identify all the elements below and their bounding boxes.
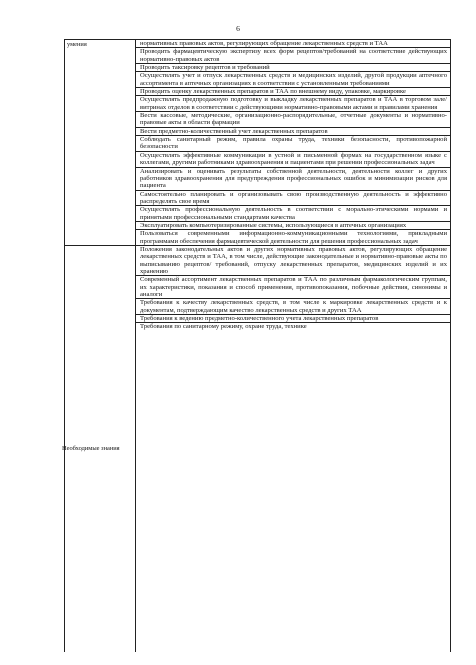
table-row: Осуществлять учет и отпуск лекарственных средств и медицинских изделий, другой продукции аптечного ассортимента в аптечных организациях в соответствии с установленными требованиями (136, 72, 450, 88)
table-row: Вести предметно-количественный учет лекарственных препаратов (136, 128, 450, 136)
table-row: Соблюдать санитарный режим, правила охраны труда, техники безопасности, противопожарной безопасности (136, 136, 450, 152)
table-row: нормативных правовых актов, регулирующих обращение лекарственных средств и ТАА (136, 40, 450, 48)
table-row: Положения законодательных актов и других нормативных правовых актов, регулирующих обращение лекарственных средств и ТАА, в том числе, действующие законодательные и нормативно-правовые акты по выписыванию рецептов/ требований, отпуску лекарственных препаратов, медицинских изделий и их хранению (136, 246, 450, 276)
table-row: Эксплуатировать компьютеризированные системы, использующиеся в аптечных организациях (136, 222, 450, 230)
table-row: Проводить таксировку рецептов и требований (136, 64, 450, 72)
table-row: Современный ассортимент лекарственных препаратов и ТАА по различным фармакологическим группам, их характеристики, показания и способ применения, противопоказания, побочные действия, синонимы и аналоги (136, 276, 450, 299)
table-row: Требования по санитарному режиму, охране труда, технике (140, 323, 307, 331)
page-number: 6 (236, 24, 240, 33)
section-divider (65, 245, 135, 246)
table-row: Пользоваться современными информационно-коммуникационными технологиями, прикладными программами обеспечения фармацевтической деятельности для решения профессиональных задач (136, 230, 450, 246)
table-row: Осуществлять эффективные коммуникации в устной и письменной формах на государственном языке с коллегами, другими работниками здравоохранения и пациентами при решении профессиональных задач (136, 152, 450, 168)
table-row: Анализировать и оценивать результаты собственной деятельности, деятельности коллег и других работников здравоохранения для предупреждения профессиональных ошибок и минимизации рисков для пациента (136, 168, 450, 191)
table-row: Вести кассовые, методические, организационно-распорядительные, отчетные документы и нормативно-правовые акты в области фармации (136, 112, 450, 128)
table-row: Осуществлять профессиональную деятельность в соответствии с морально-этическими нормами и принятыми профессиональными стандартами качества (136, 206, 450, 222)
table-rows (136, 40, 450, 331)
competency-table (64, 39, 451, 652)
table-row: Проводить фармацевтическую экспертизу всех форм рецептов/требований на соответствие действующих нормативно-правовых актов (136, 48, 450, 64)
table-row: Осуществлять предпродажную подготовку и выкладку лекарственных препаратов и ТАА в торговом зале/витринах отделов в соответствии с действующими нормативно-правовыми актами и правилами хранения (136, 96, 450, 112)
table-row: Требования к качеству лекарственных средств, в том числе к маркировке лекарственных средств и к документам, подтверждающим качество лекарственных средств и других ТАА (136, 299, 450, 315)
table-row: Требования к ведению предметно-количественного учета лекарственных препаратов (136, 315, 450, 323)
section-label-knowledge: Необходимые знания (62, 445, 120, 452)
section-label-skills: умения (67, 41, 87, 48)
table-row: Самостоятельно планировать и организовывать свою производственную деятельность и эффективно распределять свое время (136, 191, 450, 207)
table-row: Проводить оценку лекарственных препаратов и ТАА по внешнему виду, упаковке, маркировке (136, 88, 450, 96)
